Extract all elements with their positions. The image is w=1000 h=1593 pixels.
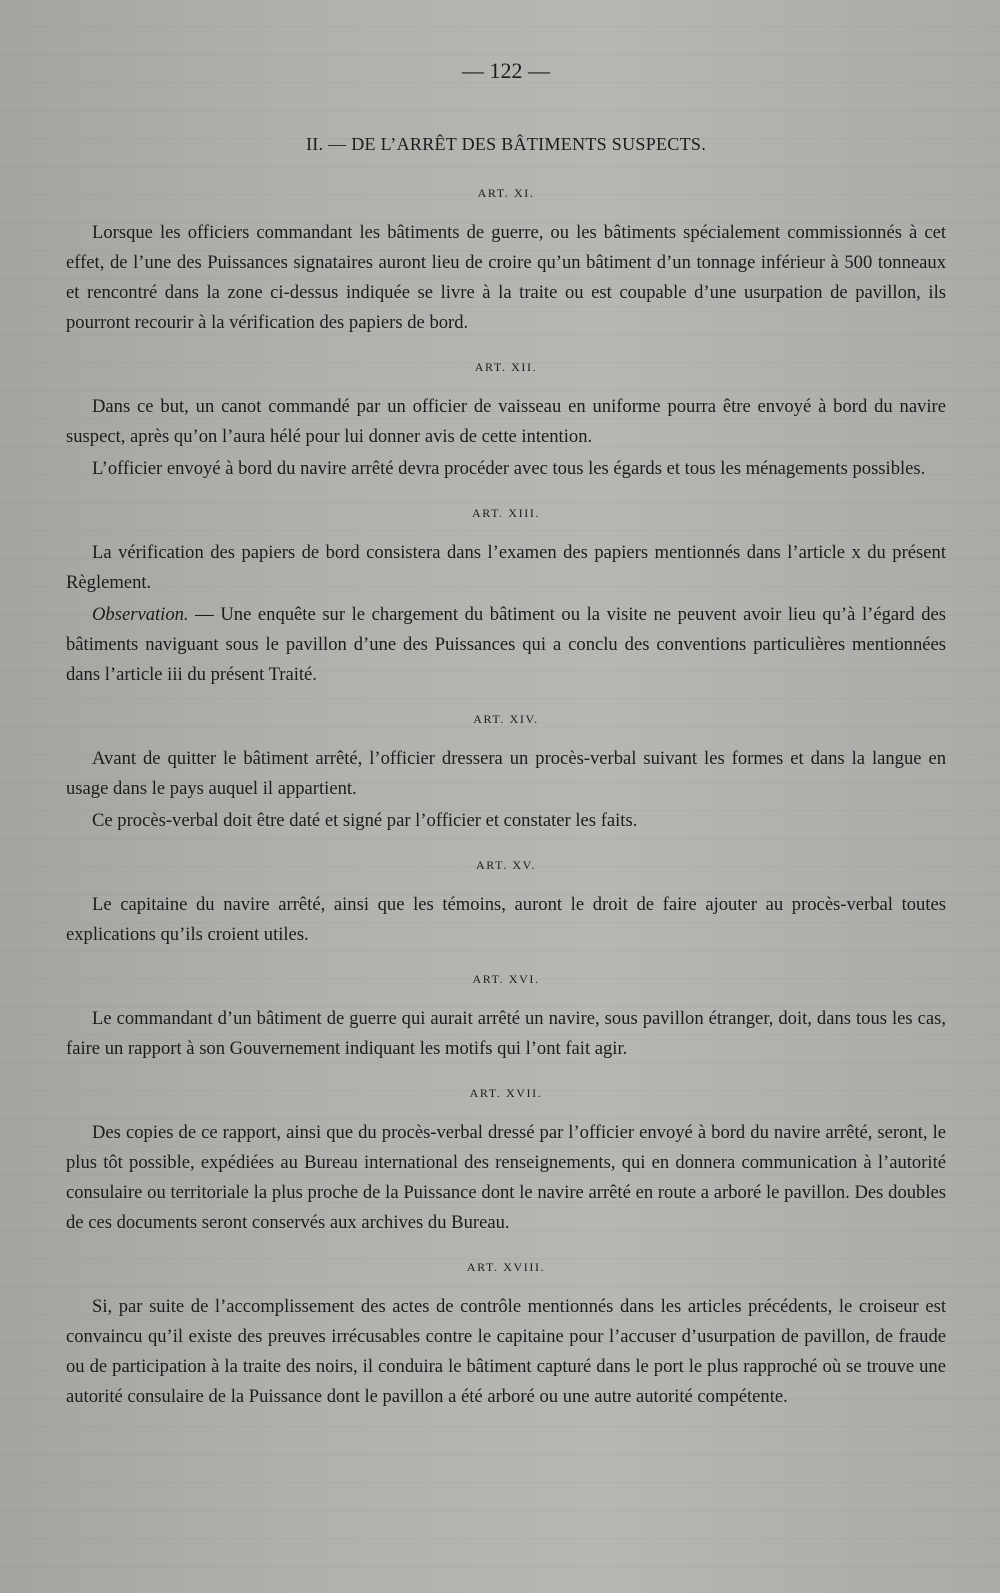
article-heading: ART. XV. xyxy=(476,858,536,872)
observation-label: Observation. xyxy=(92,604,189,625)
article-heading: ART. XVI. xyxy=(472,972,540,986)
article xyxy=(66,186,946,338)
article xyxy=(66,712,946,836)
article-paragraph: Avant de quitter le bâtiment arrêté, l’officier dressera un procès-verbal suivant les formes et dans la langue en usage dans le pays auquel il appartient. xyxy=(66,748,946,799)
article-paragraph: Lorsque les officiers commandant les bâtiments de guerre, ou les bâtiments spécialement commissionnés à cet effet, de l’une des Puissances signataires auront lieu de croire qu’un bâtiment d’un tonnage inférieur à 500 tonneaux et rencontré dans la zone ci-dessus indiquée se livre à la traite ou est coupable d’une usurpation de pavillon, ils pourront recourir à la vérification des papiers de bord. xyxy=(66,222,946,333)
article-heading: ART. XVIII. xyxy=(466,1260,546,1274)
article-heading: ART. XI. xyxy=(477,186,535,200)
page-content xyxy=(66,52,946,1412)
article xyxy=(66,858,946,950)
article-heading: ART. XIII. xyxy=(471,506,541,520)
article-paragraph: Si, par suite de l’accomplissement des actes de contrôle mentionnés dans les articles précédents, le croiseur est convaincu qu’il existe des preuves irrécusables contre le capitaine pour l’accuser d’usurpation de pavillon, de fraude ou de participation à la traite des noirs, il conduira le bâtiment capturé dans le port le plus rapproché où se trouve une autorité consulaire de la Puissance dont le pavillon a été arboré ou une autre autorité compétente. xyxy=(66,1296,946,1407)
page-number: — 122 — xyxy=(462,58,550,83)
article-paragraph: L’officier envoyé à bord du navire arrêté devra procéder avec tous les égards et tous les ménagements possibles. xyxy=(92,458,926,479)
article-heading: ART. XIV. xyxy=(473,712,539,726)
observation-paragraph xyxy=(66,600,946,690)
article-paragraph: Dans ce but, un canot commandé par un officier de vaisseau en uniforme pourra être envoyé à bord du navire suspect, après qu’on l’aura hélé pour lui donner avis de cette intention. xyxy=(66,396,946,447)
article-paragraph: La vérification des papiers de bord consistera dans l’examen des papiers mentionnés dans l’article x du présent Règlement. xyxy=(66,542,946,593)
article xyxy=(66,1086,946,1238)
article xyxy=(66,360,946,484)
article xyxy=(66,972,946,1064)
article-paragraph: Des copies de ce rapport, ainsi que du procès-verbal dressé par l’officier envoyé à bord du navire arrêté, seront, le plus tôt possible, expédiées au Bureau international des renseignements, qui en donnera communication à l’autorité consulaire ou territoriale la plus proche de la Puissance dont le navire arrêté en route a arboré le pavillon. Des doubles de ces documents seront conservés aux archives du Bureau. xyxy=(66,1122,946,1233)
article-paragraph: Le commandant d’un bâtiment de guerre qui aurait arrêté un navire, sous pavillon étranger, doit, dans tous les cas, faire un rapport à son Gouvernement indiquant les motifs qui l’ont fait agir. xyxy=(66,1008,946,1059)
observation-text: — Une enquête sur le chargement du bâtiment ou la visite ne peuvent avoir lieu qu’à l’égard des bâtiments naviguant sous le pavillon d’une des Puissances qui a conclu des conventions particulières mentionnées dans l’article iii du présent Traité. xyxy=(66,604,946,685)
article xyxy=(66,1260,946,1412)
article-heading: ART. XVII. xyxy=(469,1086,543,1100)
section-title: II. — DE L’ARRÊT DES BÂTIMENTS SUSPECTS. xyxy=(305,134,707,154)
article-paragraph: Le capitaine du navire arrêté, ainsi que les témoins, auront le droit de faire ajouter au procès-verbal toutes explications qu’ils croient utiles. xyxy=(66,894,946,945)
article-paragraph: Ce procès-verbal doit être daté et signé par l’officier et constater les faits. xyxy=(92,810,638,831)
article-heading: ART. XII. xyxy=(474,360,538,374)
article xyxy=(66,506,946,690)
